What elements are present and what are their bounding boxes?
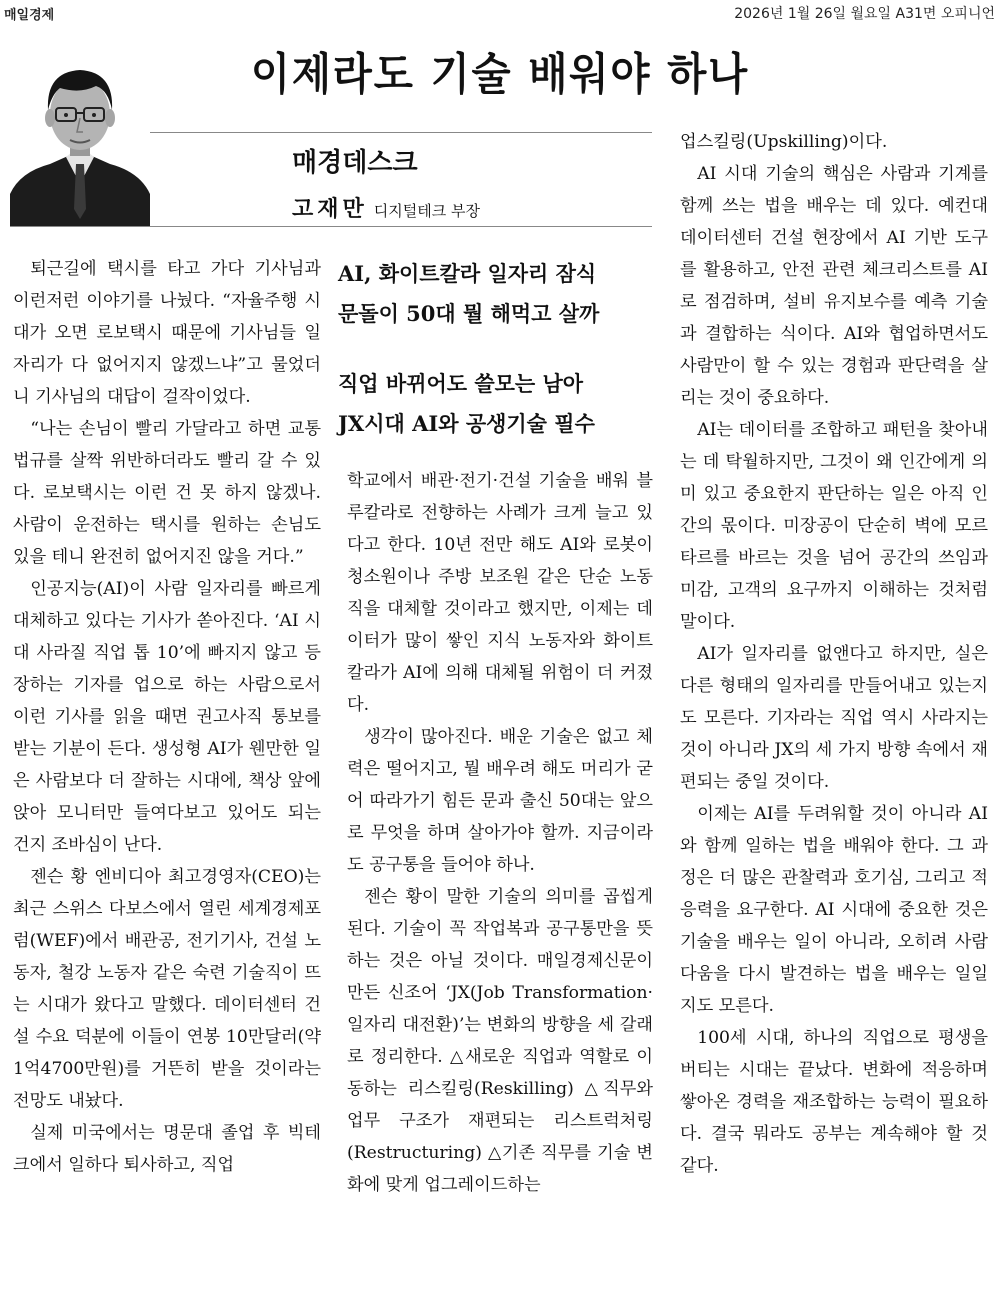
author-photo: [10, 44, 150, 227]
author-name: 고재만: [292, 197, 368, 222]
byline-bottom-rule: [10, 226, 652, 227]
subhead: JX시대 AI와 공생기술 필수: [338, 411, 595, 436]
paragraph: AI는 데이터를 조합하고 패턴을 찾아내는 데 탁월하지만, 그것이 왜 인간에게 의미 있고 중요한지 판단하는 일은 아직 인간의 몫이다. 미장공이 단순히 벽에 모르타르를 바르는 것을 넘어 공간의 쓰임과 미감, 고객의 요구까지 이해하는 것처럼 말이다.: [680, 420, 988, 632]
body-column-2: [347, 465, 653, 1201]
subhead: 문돌이 50대 뭘 해먹고 살까: [338, 301, 600, 326]
paragraph: 생각이 많아진다. 배운 기술은 없고 체력은 떨어지고, 뭘 배우려 해도 머리가 굳어 따라가기 힘든 문과 출신 50대는 앞으로 무엇을 하며 살아가야 할까. 지금이라도 공구통을 들어야 하나.: [347, 727, 653, 875]
dateline: 2026년 1월 26일 월요일 A31면 오피니언: [734, 6, 995, 22]
paragraph: AI가 일자리를 없앤다고 하지만, 실은 다른 형태의 일자리를 만들어내고 있는지도 모른다. 기자라는 직업 역시 사라지는 것이 아니라 JX의 세 가지 방향 속에서 재편되는 중일 것이다.: [680, 644, 988, 792]
paragraph: 학교에서 배관·전기·건설 기술을 배워 블루칼라로 전향하는 사례가 크게 늘고 있다고 한다. 10년 전만 해도 AI와 로봇이 청소원이나 주방 보조원 같은 단순 노동직을 대체할 것이라고 했지만, 이제는 데이터가 많이 쌓인 지식 노동자와 화이트칼라가 AI에 의해 대체될 위험이 더 커졌다.: [347, 471, 653, 715]
paragraph: 퇴근길에 택시를 타고 가다 기사님과 이런저런 이야기를 나눴다. “자율주행 시대가 오면 로보택시 때문에 기사님들 일자리가 다 없어지지 않겠느냐”고 물었더니 기사님의 대답이 걸작이었다.: [13, 259, 321, 407]
paragraph: 이제는 AI를 두려워할 것이 아니라 AI와 함께 일하는 법을 배워야 한다. 그 과정은 더 많은 관찰력과 호기심, 그리고 적응력을 요구한다. AI 시대에 중요한 것은 기술을 배우는 일이 아니라, 오히려 사람다움을 다시 발견하는 법을 배우는 일일지도 모른다.: [680, 804, 988, 1016]
headline: 이제라도 기술 배워야 하나: [250, 49, 750, 100]
subhead: AI, 화이트칼라 일자리 잠식: [338, 261, 597, 286]
paragraph: 젠슨 황 엔비디아 최고경영자(CEO)는 최근 스위스 다보스에서 열린 세계경제포럼(WEF)에서 배관공, 전기기사, 건설 노동자, 철강 노동자 같은 숙련 기술직이 뜨는 시대가 왔다고 말했다. 데이터센터 건설 수요 덕분에 이들이 연봉 10만달러(약 1억4700만원)를 거뜬히 받을 것이라는 전망도 내놨다.: [13, 867, 321, 1111]
body-column-1: [13, 253, 321, 1181]
paragraph: 100세 시대, 하나의 직업으로 평생을 버티는 시대는 끝났다. 변화에 적응하며 쌓아온 경력을 재조합하는 능력이 필요하다. 결국 뭐라도 공부는 계속해야 할 것 같다.: [680, 1028, 988, 1176]
paragraph: 업스킬링(Upskilling)이다.: [680, 132, 888, 152]
column-name: 매경데스크: [292, 148, 418, 178]
byline-top-rule: [150, 132, 652, 133]
paragraph: 젠슨 황이 말한 기술의 의미를 곱씹게 된다. 기술이 꼭 작업복과 공구통만을 뜻하는 것은 아닐 것이다. 매일경제신문이 만든 신조어 ‘JX(Job Transformation·일자리 대전환)’는 변화의 방향을 세 갈래로 정리한다. △새로운 직업과 역할로 이동하는 리스킬링(Reskilling) △직무와 업무 구조가 재편되는 리스트럭처링(Restructuring) △기존 직무를 기술 변화에 맞게 업그레이드하는: [347, 887, 653, 1195]
body-column-3: [680, 126, 988, 1182]
paragraph: 실제 미국에서는 명문대 졸업 후 빅테크에서 일하다 퇴사하고, 직업: [13, 1123, 321, 1175]
paragraph: AI 시대 기술의 핵심은 사람과 기계를 함께 쓰는 법을 배우는 데 있다. 예컨대 데이터센터 건설 현장에서 AI 기반 도구를 활용하고, 안전 관련 체크리스트를 AI로 점검하며, 설비 유지보수를 예측 기술과 결합하는 식이다. AI와 협업하면서도 사람만이 할 수 있는 경험과 판단력을 살리는 것이 중요하다.: [680, 164, 988, 408]
paragraph: “나는 손님이 빨리 가달라고 하면 교통법규를 살짝 위반하더라도 빨리 갈 수 있다. 로보택시는 이런 건 못 하지 않겠나. 사람이 운전하는 택시를 원하는 손님도 있을 테니 완전히 없어지진 않을 거다.”: [13, 419, 321, 567]
author-line: [292, 192, 480, 223]
author-title: 디지털테크 부장: [373, 202, 480, 220]
publication-name: 매일경제: [4, 8, 55, 23]
paragraph: 인공지능(AI)이 사람 일자리를 빠르게 대체하고 있다는 기사가 쏟아진다. ‘AI 시대 사라질 직업 톱 10’에 빠지지 않고 등장하는 기자를 업으로 하는 사람으로서 이런 기사를 읽을 때면 권고사직 통보를 받는 기분이 든다. 생성형 AI가 웬만한 일은 사람보다 더 잘하는 시대에, 책상 앞에 앉아 모니터만 들여다보고 있어도 되는 건지 조바심이 난다.: [13, 579, 321, 855]
subhead: 직업 바뀌어도 쓸모는 남아: [338, 371, 584, 396]
subheadlines: [338, 254, 650, 444]
